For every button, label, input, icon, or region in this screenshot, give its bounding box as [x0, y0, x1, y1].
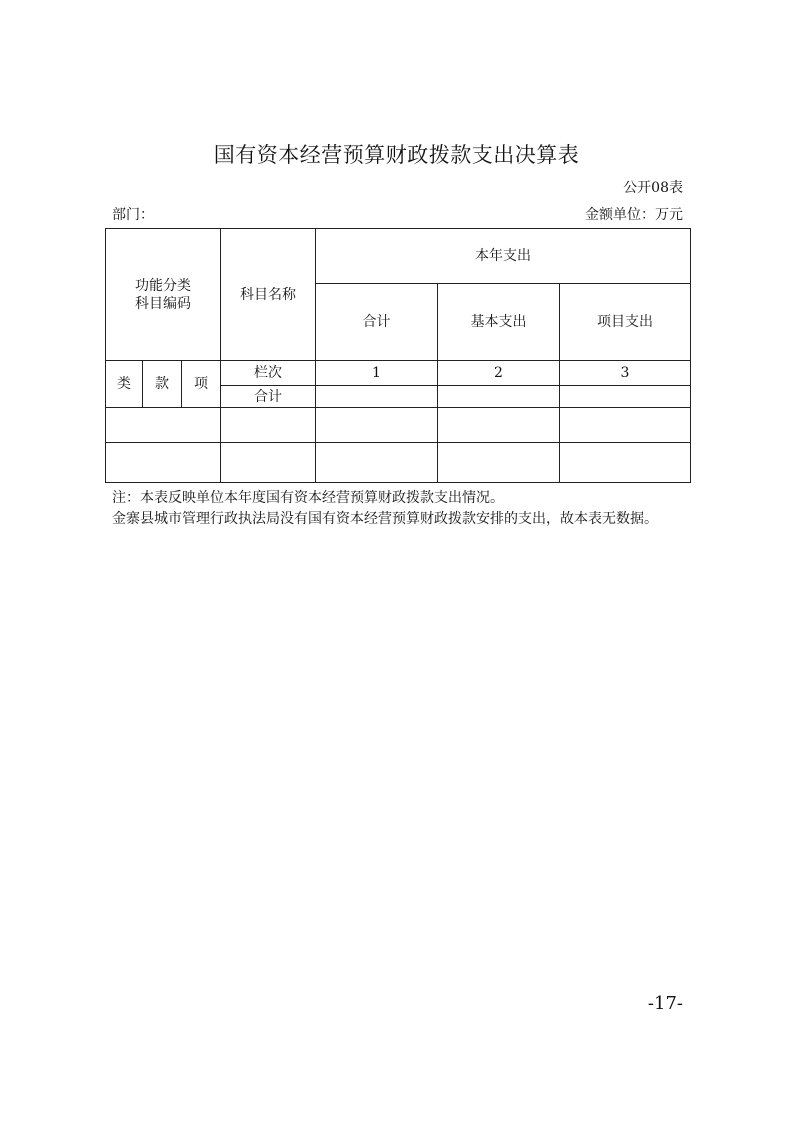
column-order-3: 3 [560, 361, 691, 386]
department-label: 部门： [112, 207, 154, 223]
empty-cell [316, 443, 438, 483]
note-line-1: 注：本表反映单位本年度国有资本经营预算财政拨款支出情况。 [112, 490, 504, 506]
column-order-2: 2 [438, 361, 560, 386]
empty-cell [438, 443, 560, 483]
unit-label: 金额单位：万元 [585, 207, 683, 223]
page-number: -17- [647, 993, 683, 1014]
empty-cell [106, 408, 221, 443]
kuan-header: 款 [143, 361, 182, 408]
empty-cell [560, 408, 691, 443]
empty-cell [106, 443, 221, 483]
func-class-line2: 科目编码 [135, 295, 191, 312]
project-column-header: 项目支出 [560, 284, 691, 361]
column-order-1: 1 [316, 361, 438, 386]
page-title: 国有资本经营预算财政拨款支出决算表 [213, 143, 580, 167]
current-year-header: 本年支出 [316, 229, 691, 284]
form-number: 公开08表 [623, 180, 683, 196]
empty-row [106, 408, 691, 443]
subject-name-header: 科目名称 [221, 229, 316, 361]
total-row-cell [316, 386, 438, 408]
empty-cell [438, 408, 560, 443]
expenditure-table [105, 228, 691, 483]
header-row-1 [106, 229, 691, 284]
column-order-row [106, 361, 691, 386]
total-row-label: 合计 [221, 386, 316, 408]
empty-row [106, 443, 691, 483]
xiang-header: 项 [182, 361, 221, 408]
total-column-header: 合计 [316, 284, 438, 361]
func-class-header [106, 229, 221, 361]
empty-cell [221, 443, 316, 483]
total-row-cell [438, 386, 560, 408]
empty-cell [316, 408, 438, 443]
column-order-label: 栏次 [221, 361, 316, 386]
note-line-2: 金寨县城市管理行政执法局没有国有资本经营预算财政拨款安排的支出，故本表无数据。 [112, 511, 658, 527]
total-row-cell [560, 386, 691, 408]
basic-column-header: 基本支出 [438, 284, 560, 361]
empty-cell [560, 443, 691, 483]
func-class-line1: 功能分类 [135, 277, 191, 294]
lei-header: 类 [106, 361, 143, 408]
empty-cell [221, 408, 316, 443]
